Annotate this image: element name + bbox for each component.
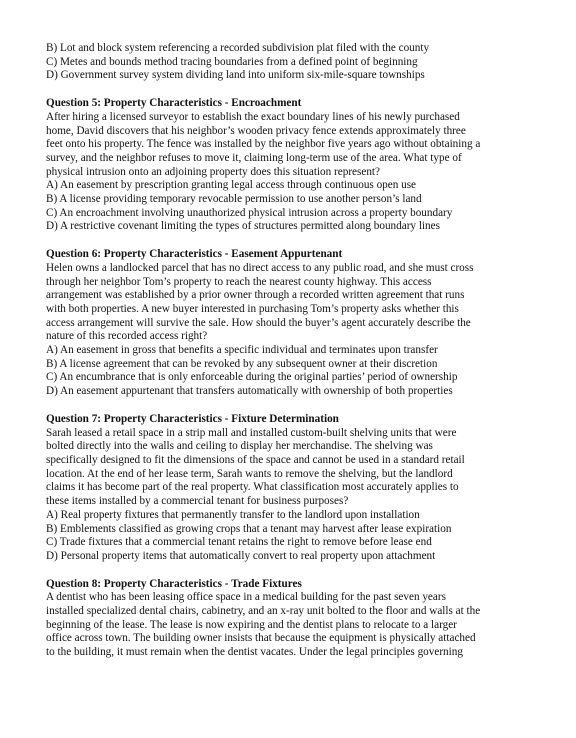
question-text-line: survey, and the neighbor refuses to move it, claiming long-term use of the area. What type of: [46, 151, 462, 164]
question-text-line: specifically designed to fit the dimensions of the space and cannot be used in a standard retail: [46, 453, 465, 466]
answer-option: C) An encroachment involving unauthorized physical intrusion across a property boundary: [46, 206, 453, 219]
question-block: [46, 97, 524, 234]
question-text-line: Sarah leased a retail space in a strip mall and installed custom-built shelving units that were: [46, 426, 457, 439]
question-text-line: through her neighbor Tom’s property to reach the nearest county highway. This access: [46, 275, 432, 288]
answer-option: B) Emblements classified as growing crops that a tenant may harvest after lease expiration: [46, 522, 452, 535]
previous-question-options: [46, 42, 524, 83]
question-text-line: beginning of the lease. The lease is now expiring and the dentist plans to relocate to a larger: [46, 618, 457, 631]
answer-option: B) A license agreement that can be revoked by any subsequent owner at their discretion: [46, 357, 438, 370]
question-text-line: nature of this recorded access right?: [46, 330, 208, 343]
question-text-line: Helen owns a landlocked parcel that has no direct access to any public road, and she must cross: [46, 261, 474, 274]
question-block: [46, 413, 524, 564]
question-block: [46, 578, 524, 660]
question-text-line: A dentist who has been leasing office space in a medical building for the past seven years: [46, 591, 446, 604]
question-title: Question 7: Property Characteristics - Fixture Determination: [46, 412, 339, 425]
question-title: Question 8: Property Characteristics - Trade Fixtures: [46, 577, 302, 590]
question-title: Question 6: Property Characteristics - Easement Appurtenant: [46, 248, 343, 261]
question-text-line: bolted directly into the walls and ceiling to display her merchandise. The shelving was: [46, 440, 433, 453]
answer-option: D) An easement appurtenant that transfers automatically with ownership of both properties: [46, 385, 453, 398]
answer-option: D) A restrictive covenant limiting the types of structures permitted along boundary lines: [46, 220, 440, 233]
question-text-line: to the building, it must remain when the dentist vacates. Under the legal principles governing: [46, 646, 463, 659]
question-block: [46, 248, 524, 399]
question-text-line: claims it has become part of the real property. What classification most accurately applies to: [46, 481, 459, 494]
question-text-line: office across town. The building owner insists that because the equipment is physically attached: [46, 632, 476, 645]
answer-option: C) Metes and bounds method tracing boundaries from a defined point of beginning: [46, 55, 418, 68]
answer-option: D) Government survey system dividing land into uniform six-mile-square townships: [46, 69, 425, 82]
answer-option: D) Personal property items that automatically convert to real property upon attachment: [46, 549, 436, 562]
question-text-line: location. At the end of her lease term, Sarah wants to remove the shelving, but the landlord: [46, 467, 453, 480]
question-text-line: arrangement was established by a prior owner through a recorded written agreement that runs: [46, 289, 465, 302]
answer-option: A) An easement in gross that benefits a specific individual and terminates upon transfer: [46, 344, 438, 357]
answer-option: A) Real property fixtures that permanently transfer to the landlord upon installation: [46, 508, 420, 521]
question-title: Question 5: Property Characteristics - Encroachment: [46, 97, 302, 110]
question-text-line: physical intrusion onto an adjoining property does this situation represent?: [46, 165, 381, 178]
question-text-line: access arrangement will survive the sale. How should the buyer’s agent accurately describe the: [46, 316, 471, 329]
answer-option: B) A license providing temporary revocable permission to use another person’s land: [46, 193, 422, 206]
answer-option: B) Lot and block system referencing a recorded subdivision plat filed with the county: [46, 42, 430, 54]
question-text-line: installed specialized dental chairs, cabinetry, and an x-ray unit bolted to the floor and walls at the: [46, 605, 481, 618]
answer-option: A) An easement by prescription granting legal access through continuous open use: [46, 179, 417, 192]
answer-option: C) Trade fixtures that a commercial tenant retains the right to remove before lease end: [46, 536, 432, 549]
question-text-line: After hiring a licensed surveyor to establish the exact boundary lines of his newly purchased: [46, 110, 460, 123]
question-text-line: feet onto his property. The fence was installed by the neighbor five years ago without obtaining a: [46, 138, 481, 151]
answer-option: C) An encumbrance that is only enforceable during the original parties’ period of ownership: [46, 371, 458, 384]
question-text-line: with both properties. A new buyer interested in purchasing Tom’s property asks whether this: [46, 302, 459, 315]
question-text-line: these items installed by a commercial tenant for business purposes?: [46, 495, 349, 508]
document-page: [46, 42, 524, 660]
question-text-line: home, David discovers that his neighbor’s wooden privacy fence extends approximately three: [46, 124, 466, 137]
